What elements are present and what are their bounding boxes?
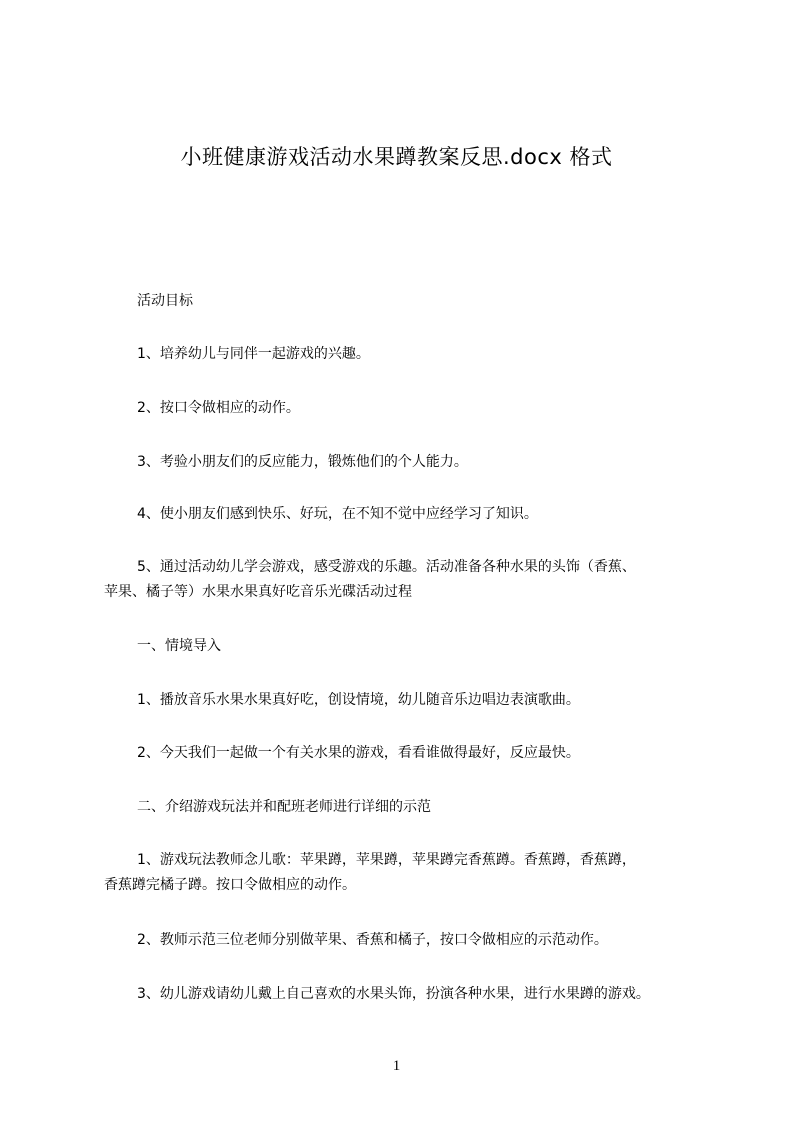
section-heading-2: 二、介绍游戏玩法并和配班老师进行详细的示范 xyxy=(137,799,431,815)
section-2-item-3: 3、幼儿游戏请幼儿戴上自己喜欢的水果头饰，扮演各种水果，进行水果蹲的游戏。 xyxy=(137,986,650,1002)
section-1-item-1: 1、播放音乐水果水果真好吃，创设情境，幼儿随音乐边唱边表演歌曲。 xyxy=(137,692,580,708)
goal-item-2: 2、按口令做相应的动作。 xyxy=(137,400,300,416)
section-2-item-2: 2、教师示范三位老师分别做苹果、香蕉和橘子，按口令做相应的示范动作。 xyxy=(137,932,608,948)
goal-item-4: 4、使小朋友们感到快乐、好玩，在不知不觉中应经学习了知识。 xyxy=(137,506,538,522)
page-number: 1 xyxy=(392,1058,401,1074)
section-heading-1: 一、情境导入 xyxy=(137,638,221,654)
section-1-item-2: 2、今天我们一起做一个有关水果的游戏，看看谁做得最好，反应最快。 xyxy=(137,745,580,761)
document-title: 小班健康游戏活动水果蹲教案反思.docx 格式 xyxy=(180,145,613,169)
section-2-item-1-line-1: 1、游戏玩法教师念儿歌：苹果蹲，苹果蹲，苹果蹲完香蕉蹲。香蕉蹲，香蕉蹲， xyxy=(137,852,636,868)
goal-item-5-line-1: 5、通过活动幼儿学会游戏，感受游戏的乐趣。活动准备各种水果的头饰（香蕉、 xyxy=(137,559,636,575)
section-2-item-1-line-2: 香蕉蹲完橘子蹲。按口令做相应的动作。 xyxy=(104,877,356,893)
goal-item-5-line-2: 苹果、橘子等）水果水果真好吃音乐光碟活动过程 xyxy=(104,584,412,600)
goal-item-1: 1、培养幼儿与同伴一起游戏的兴趣。 xyxy=(137,346,370,362)
heading-activity-goals: 活动目标 xyxy=(137,293,193,309)
goal-item-3: 3、考验小朋友们的反应能力，锻炼他们的个人能力。 xyxy=(137,454,468,470)
